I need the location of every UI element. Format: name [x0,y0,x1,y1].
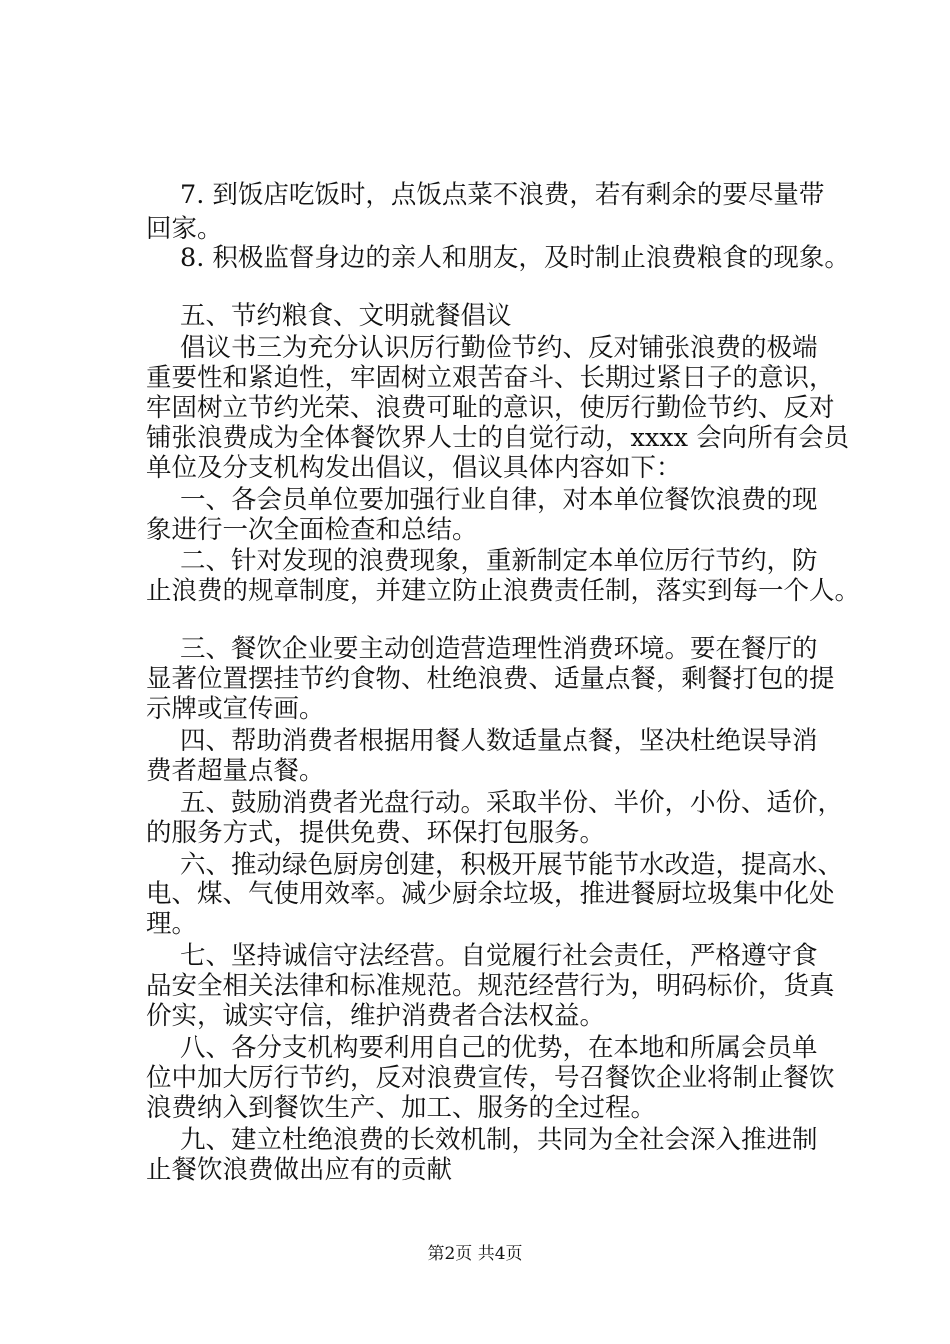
text-line: 牢固树立节约光荣、浪费可耻的意识，使厉行勤俭节约、反对 [146,393,835,423]
text-line: 回家。 [146,214,223,244]
text-line: 理。 [146,909,198,939]
text-line: 倡议书三为充分认识厉行勤俭节约、反对铺张浪费的极端 [180,333,818,363]
text-line: 五、鼓励消费者光盘行动。采取半份、半价，小份、适价， [180,788,844,818]
text-line: 重要性和紧迫性，牢固树立艰苦奋斗、长期过紧日子的意识， [146,363,835,393]
text-line: 六、推动绿色厨房创建，积极开展节能节水改造，提高水、 [180,850,844,880]
text-line: 7. 到饭店吃饭时，点饭点菜不浪费，若有剩余的要尽量带 [180,180,825,210]
text-line: 七、坚持诚信守法经营。自觉履行社会责任，严格遵守食 [180,941,818,971]
text-line: 单位及分支机构发出倡议，倡议具体内容如下： [146,453,682,483]
text-line: 止浪费的规章制度，并建立防止浪费责任制，落实到每一个人。 [146,576,861,606]
text-line: 象进行一次全面检查和总结。 [146,515,478,545]
text-line: 位中加大厉行节约，反对浪费宣传，号召餐饮企业将制止餐饮 [146,1063,835,1093]
text-line: 品安全相关法律和标准规范。规范经营行为，明码标价，货真 [146,971,835,1001]
text-line: 浪费纳入到餐饮生产、加工、服务的全过程。 [146,1093,657,1123]
text-line: 一、各会员单位要加强行业自律，对本单位餐饮浪费的现 [180,485,818,515]
text-line: 铺张浪费成为全体餐饮界人士的自觉行动，xxxx 会向所有会员 [146,423,850,453]
text-line: 九、建立杜绝浪费的长效机制，共同为全社会深入推进制 [180,1125,818,1155]
text-line: 费者超量点餐。 [146,756,325,786]
text-line: 止餐饮浪费做出应有的贡献 [146,1155,453,1185]
page-number-footer: 第2页 共4页 [427,1244,523,1264]
text-line: 四、帮助消费者根据用餐人数适量点餐，坚决杜绝误导消 [180,726,818,756]
text-line: 电、煤、气使用效率。减少厨余垃圾，推进餐厨垃圾集中化处 [146,879,835,909]
text-line: 示牌或宣传画。 [146,694,325,724]
text-line: 的服务方式，提供免费、环保打包服务。 [146,818,606,848]
text-line: 三、餐饮企业要主动创造营造理性消费环境。要在餐厅的 [180,634,818,664]
text-line: 八、各分支机构要利用自己的优势，在本地和所属会员单 [180,1033,818,1063]
section-heading: 五、节约粮食、文明就餐倡议 [180,301,512,331]
text-line: 价实，诚实守信，维护消费者合法权益。 [146,1001,606,1031]
text-line: 显著位置摆挂节约食物、杜绝浪费、适量点餐，剩餐打包的提 [146,664,835,694]
text-line: 8. 积极监督身边的亲人和朋友，及时制止浪费粮食的现象。 [180,243,850,273]
text-line: 二、针对发现的浪费现象，重新制定本单位厉行节约，防 [180,546,818,576]
